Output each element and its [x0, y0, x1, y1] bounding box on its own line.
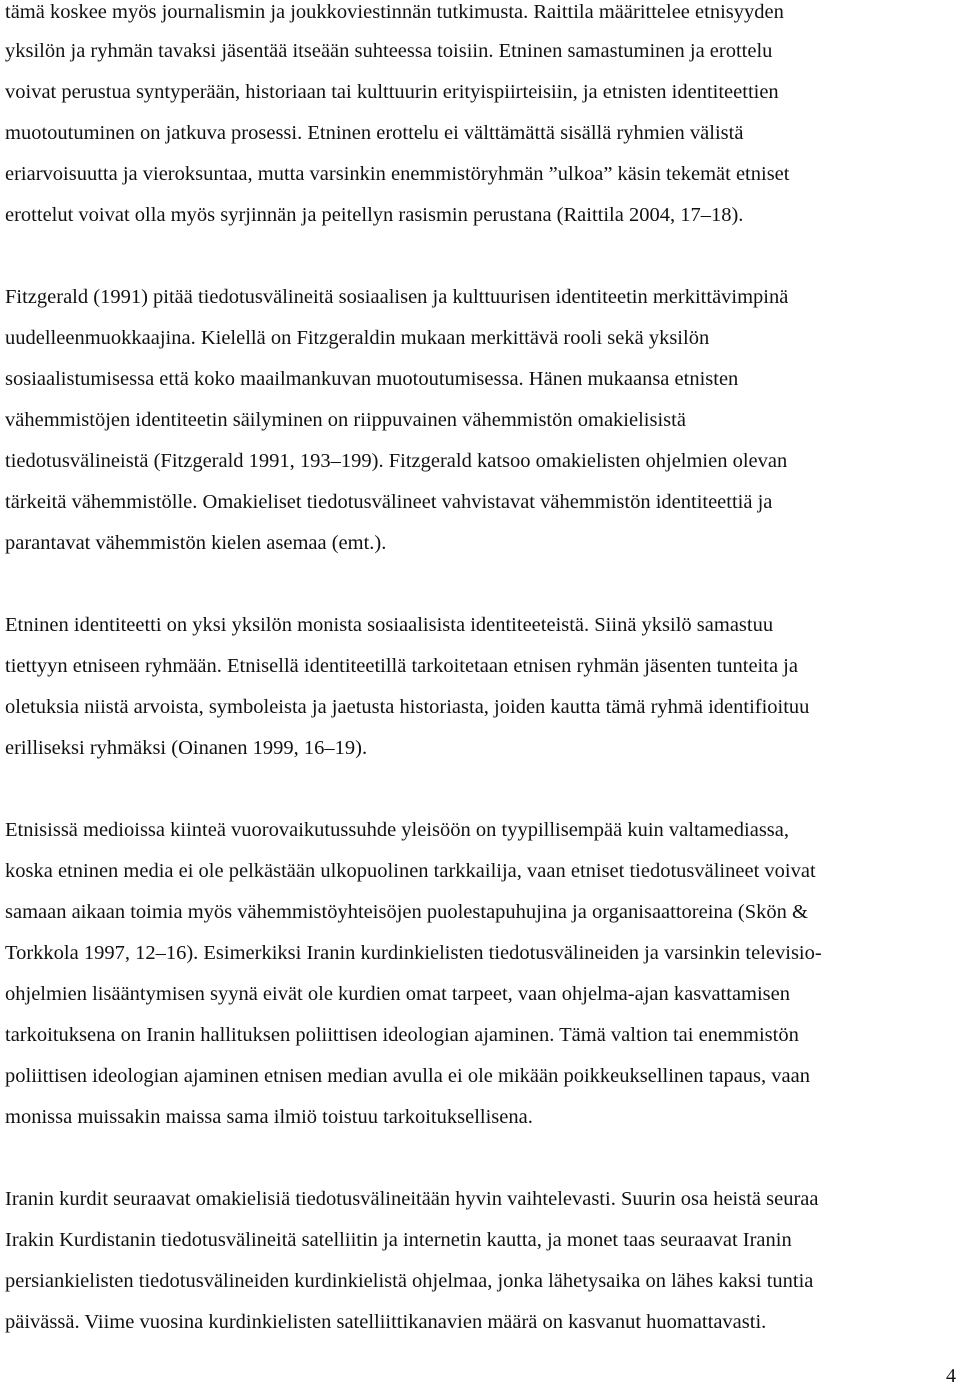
text-line: vähemmistöjen identiteetin säilyminen on riippuvainen vähemmistön omakielisistä — [5, 409, 686, 431]
text-line: persiankielisten tiedotusvälineiden kurdinkielistä ohjelmaa, jonka lähetysaika on lähes kaksi tuntia — [5, 1270, 814, 1292]
text-line: tiedotusvälineistä (Fitzgerald 1991, 193–199). Fitzgerald katsoo omakielisten ohjelmien olevan — [5, 450, 788, 472]
text-line: tärkeitä vähemmistölle. Omakieliset tiedotusvälineet vahvistavat vähemmistön identiteettiä ja — [5, 491, 773, 513]
text-line: monissa muissakin maissa sama ilmiö toistuu tarkoituksellisena. — [5, 1106, 533, 1128]
text-line — [5, 119, 743, 147]
text-line: Iranin kurdit seuraavat omakielisiä tiedotusvälineitään hyvin vaihtelevasti. Suurin osa heistä seuraa — [5, 1188, 819, 1210]
text-line: tiettyyn etniseen ryhmään. Etnisellä identiteetillä tarkoitetaan etnisen ryhmän jäsenten tunteita ja — [5, 655, 798, 677]
text-line: päivässä. Viime vuosina kurdinkielisten satelliittikanavien määrä on kasvanut huomattavasti. — [5, 1311, 767, 1333]
text-line: parantavat vähemmistön kielen asemaa (emt.). — [5, 532, 387, 554]
text-line: Torkkola 1997, 12–16). Esimerkiksi Iranin kurdinkielisten tiedotusvälineiden ja varsinkin televisio- — [5, 942, 822, 964]
page-number: 4 — [946, 1365, 956, 1387]
text-segment: Etninen erottelu ei välttämättä sisällä ryhmien välistä — [307, 122, 744, 144]
text-line: tämä koskee myös journalismin ja joukkoviestinnän tutkimusta. Raittila määrittelee etnisyyden — [5, 1, 784, 23]
text-line: Etninen identiteetti on yksi yksilön monista sosiaalisista identiteeteistä. Siinä yksilö samastuu — [5, 614, 774, 636]
text-line: yksilön ja ryhmän tavaksi jäsentää itseään suhteessa toisiin. Etninen samastuminen ja erottelu — [5, 40, 773, 62]
text-line: uudelleenmuokkaajina. Kielellä on Fitzgeraldin mukaan merkittävä rooli sekä yksilön — [5, 327, 710, 349]
text-line: ohjelmien lisääntymisen syynä eivät ole kurdien omat tarpeet, vaan ohjelma-ajan kasvattamisen — [5, 983, 791, 1005]
text-line: Fitzgerald (1991) pitää tiedotusvälineitä sosiaalisen ja kulttuurisen identiteetin merkittävimpinä — [5, 286, 789, 308]
text-line: erilliseksi ryhmäksi (Oinanen 1999, 16–19). — [5, 737, 368, 759]
text-line: tarkoituksena on Iranin hallituksen poliittisen ideologian ajaminen. Tämä valtion tai enemmistön — [5, 1024, 799, 1046]
text-line: samaan aikaan toimia myös vähemmistöyhteisöjen puolestapuhujina ja organisaattoreina (Skön & — [5, 901, 808, 923]
text-line: sosiaalistumisessa että koko maailmankuvan muotoutumisessa. Hänen mukaansa etnisten — [5, 368, 739, 390]
text-line: Etnisissä medioissa kiinteä vuorovaikutussuhde yleisöön on tyypillisempää kuin valtamediassa, — [5, 819, 790, 841]
text-line: Irakin Kurdistanin tiedotusvälineitä satelliitin ja internetin kautta, ja monet taas seuraavat Iranin — [5, 1229, 792, 1251]
text-line: oletuksia niistä arvoista, symboleista ja jaetusta historiasta, joiden kautta tämä ryhmä identifioituu — [5, 696, 810, 718]
text-line: koska etninen media ei ole pelkästään ulkopuolinen tarkkailija, vaan etniset tiedotusvälineet voivat — [5, 860, 816, 882]
text-segment: muotoutuminen on jatkuva prosessi. — [5, 122, 303, 144]
text-line: voivat perustua syntyperään, historiaan tai kulttuurin erityispiirteisiin, ja etnisten identiteettien — [5, 81, 779, 103]
text-line: poliittisen ideologian ajaminen etnisen median avulla ei ole mikään poikkeuksellinen tapaus, vaan — [5, 1065, 810, 1087]
text-line: eriarvoisuutta ja vieroksuntaa, mutta varsinkin enemmistöryhmän ”ulkoa” käsin tekemät etniset — [5, 163, 790, 185]
text-line: erottelut voivat olla myös syrjinnän ja peitellyn rasismin perustana (Raittila 2004, 17–18). — [5, 204, 744, 226]
